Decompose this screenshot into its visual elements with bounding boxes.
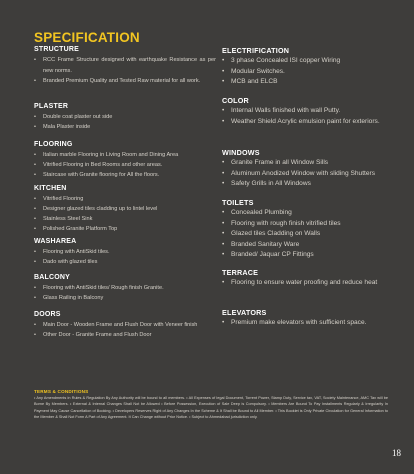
list-item: • Premium make elevators with sufficient space. — [222, 318, 392, 329]
section-heading: TERRACE — [222, 268, 259, 277]
section-flooring — [34, 140, 216, 180]
list-item: • Vitrified Flooring in Bed Rooms and other areas. — [34, 160, 216, 170]
section-doors — [34, 310, 216, 340]
list-item: • Designer glazed tiles cladding up to lintel level — [34, 204, 216, 214]
list-item: • Safety Grills in All Windows — [222, 179, 392, 190]
page-number: 18 — [392, 448, 401, 458]
terms-text: • Any Amendments in Rules & Regulation By Any Authority will be bound to all members. • All Expenses of legal Document, Torrent Power, Stamp Duty, Service tax, VAT, Society Maintenance, AMC Tax will be Borne By Members. • External & Internal Changes Shall Not be Allowed • Before Possession, Execution of Sale Deep is Compulsory. • Members Are Bound To Pay Installments Regularly & Irregularity In Payment May Cause Cancellation of Booking. • Developers Reserves Right of Any Changes In the Scheme & It Shall be Bound to All Member. • This Booklet is Only Private Circulation for General Information to the Member & Shall Not Form A Part of Any Agreement. It Can Change without Prior Notice. • Subject to Ahmedabad jurisdiction only. — [34, 396, 388, 420]
section-kitchen — [34, 184, 216, 234]
list-item: • Flooring to ensure water proofing and reduce heat — [222, 278, 392, 289]
section-color — [222, 96, 392, 127]
list-item: • Weather Shield Acrylic emulsion paint for exteriors. — [222, 117, 392, 128]
list-item: • Branded/ Jaquar CP Fittings — [222, 250, 392, 261]
section-heading: FLOORING — [34, 141, 73, 148]
list-item: • Internal Walls finished with wall Putty. — [222, 106, 392, 117]
list-item: • Flooring with AntiSkid tiles/ Rough finish Granite. — [34, 283, 216, 293]
list-item: • Double coat plaster out side — [34, 112, 216, 122]
list-item: • Granite Frame in all Window Sills — [222, 158, 392, 169]
section-heading: COLOR — [222, 96, 249, 105]
section-heading: WINDOWS — [222, 148, 260, 157]
list-item: • Main Door - Wooden Frame and Flush Door with Veneer finish — [34, 320, 216, 330]
section-heading: TOILETS — [222, 198, 254, 207]
list-item: • 3 phase Concealed ISI copper Wiring — [222, 56, 392, 67]
list-item: • Dado with glazed tiles — [34, 257, 216, 267]
page-title: SPECIFICATION — [34, 30, 140, 45]
list-item: • Polished Granite Platform Top — [34, 224, 216, 234]
section-washarea — [34, 237, 216, 267]
list-item: • Other Door - Granite Frame and Flush Door — [34, 330, 216, 340]
section-windows — [222, 148, 392, 190]
section-heading: ELECTRIFICATION — [222, 46, 290, 55]
list-item: • Concealed Plumbing — [222, 208, 392, 219]
list-item: • Aluminum Anodized Window with sliding Shutters — [222, 169, 392, 180]
list-item: • Italian marble Flooring in Living Room and Dining Area — [34, 150, 216, 160]
section-heading: PLASTER — [34, 103, 69, 110]
section-plaster — [34, 102, 216, 132]
section-structure — [34, 45, 216, 87]
section-heading: DOORS — [34, 311, 61, 318]
section-toilets — [222, 198, 392, 261]
list-item: • Stainless Steel Sink — [34, 214, 216, 224]
list-item: • Vitrified Flooring — [34, 194, 216, 204]
section-heading: KITCHEN — [34, 185, 67, 192]
section-heading: ELEVATORS — [222, 308, 267, 317]
list-item: • Staircase with Granite flooring for All the floors. — [34, 170, 216, 180]
list-item: • Modular Switches. — [222, 67, 392, 78]
list-item: • Glass Railing in Balcony — [34, 293, 216, 303]
section-heading: WASHAREA — [34, 238, 77, 245]
section-terrace — [222, 268, 392, 289]
terms-heading: TERMS & CONDITIONS — [34, 389, 89, 394]
list-item: • Branded Sanitary Ware — [222, 240, 392, 251]
section-elevators — [222, 308, 392, 329]
list-item: • Flooring with rough finish vitrified tiles — [222, 219, 392, 230]
section-electrification — [222, 46, 392, 88]
list-item: • MCB and ELCB — [222, 77, 392, 88]
list-item: • Flooring with AntiSkid tiles. — [34, 247, 216, 257]
list-item: • Mala Plaster inside — [34, 122, 216, 132]
terms-and-conditions — [34, 389, 388, 421]
section-heading: BALCONY — [34, 274, 71, 281]
section-balcony — [34, 273, 216, 303]
list-item: • Glazed tiles Cladding on Walls — [222, 229, 392, 240]
list-item: • RCC Frame Structure designed with earthquake Resistance as per new norms. — [34, 55, 216, 76]
section-heading: STRUCTURE — [34, 46, 79, 53]
list-item: • Branded Premium Quality and Tested Raw material for all work. — [34, 76, 216, 87]
